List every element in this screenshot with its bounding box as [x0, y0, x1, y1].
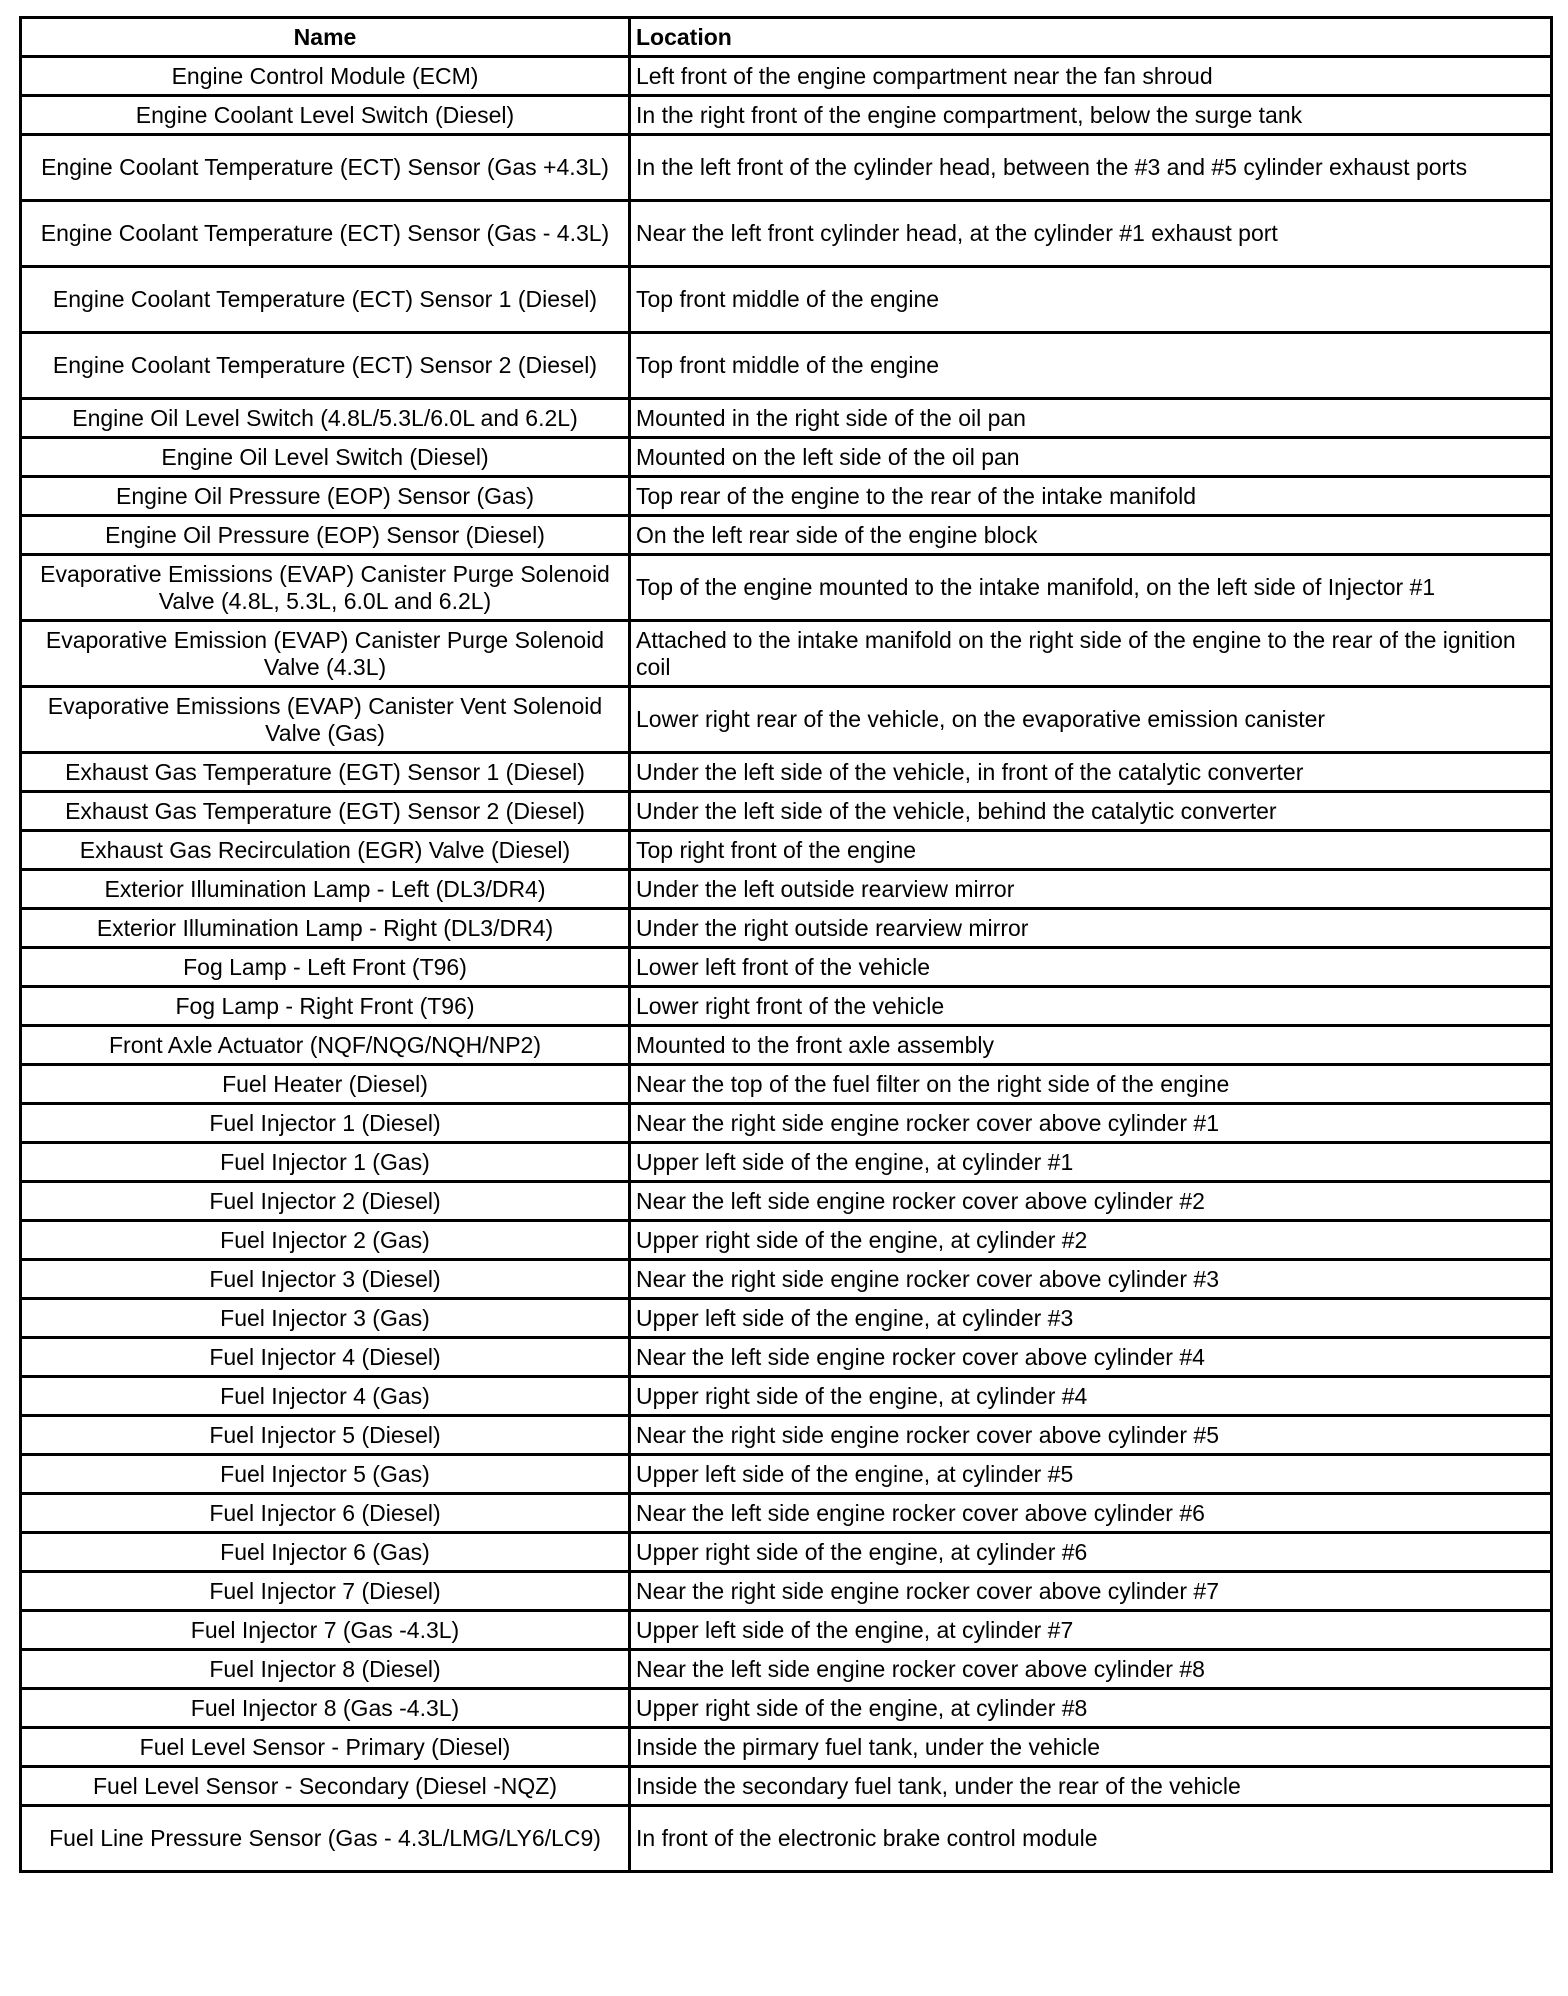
component-location-cell: Upper right side of the engine, at cylinder #2 [630, 1221, 1552, 1260]
component-name-cell: Fuel Injector 2 (Gas) [21, 1221, 630, 1260]
component-name-cell: Evaporative Emission (EVAP) Canister Purge Solenoid Valve (4.3L) [21, 621, 630, 687]
component-name-cell: Evaporative Emissions (EVAP) Canister Vent Solenoid Valve (Gas) [21, 687, 630, 753]
component-name-cell: Fuel Injector 3 (Diesel) [21, 1260, 630, 1299]
table-row [21, 1143, 1552, 1182]
component-location-cell: Top front middle of the engine [630, 333, 1552, 399]
component-location-table [19, 16, 1553, 1873]
component-location-cell: Mounted on the left side of the oil pan [630, 438, 1552, 477]
component-name-cell: Exterior Illumination Lamp - Left (DL3/DR4) [21, 870, 630, 909]
table-row [21, 1611, 1552, 1650]
table-row [21, 57, 1552, 96]
component-location-cell: Lower right front of the vehicle [630, 987, 1552, 1026]
component-name-cell: Engine Coolant Temperature (ECT) Sensor (Gas +4.3L) [21, 135, 630, 201]
component-location-cell: Near the left side engine rocker cover above cylinder #4 [630, 1338, 1552, 1377]
component-name-cell: Fog Lamp - Left Front (T96) [21, 948, 630, 987]
component-name-cell: Fuel Injector 7 (Diesel) [21, 1572, 630, 1611]
component-location-cell: Upper left side of the engine, at cylinder #3 [630, 1299, 1552, 1338]
table-row [21, 909, 1552, 948]
table-row [21, 753, 1552, 792]
component-location-cell: Left front of the engine compartment near the fan shroud [630, 57, 1552, 96]
table-row [21, 870, 1552, 909]
table-row [21, 948, 1552, 987]
component-location-cell: Near the left side engine rocker cover above cylinder #8 [630, 1650, 1552, 1689]
component-location-cell: Mounted in the right side of the oil pan [630, 399, 1552, 438]
component-location-cell: Near the right side engine rocker cover above cylinder #7 [630, 1572, 1552, 1611]
component-location-cell: Upper right side of the engine, at cylinder #8 [630, 1689, 1552, 1728]
component-location-cell: Top rear of the engine to the rear of the intake manifold [630, 477, 1552, 516]
table-row [21, 555, 1552, 621]
column-header-name: Name [21, 18, 630, 57]
table-row [21, 516, 1552, 555]
component-location-cell: Near the right side engine rocker cover above cylinder #3 [630, 1260, 1552, 1299]
component-name-cell: Fuel Injector 5 (Diesel) [21, 1416, 630, 1455]
component-location-cell: Under the left side of the vehicle, in front of the catalytic converter [630, 753, 1552, 792]
component-location-cell: Under the left side of the vehicle, behind the catalytic converter [630, 792, 1552, 831]
component-name-cell: Fuel Injector 7 (Gas -4.3L) [21, 1611, 630, 1650]
table-row [21, 267, 1552, 333]
table-row [21, 1260, 1552, 1299]
component-name-cell: Engine Coolant Temperature (ECT) Sensor (Gas - 4.3L) [21, 201, 630, 267]
component-name-cell: Engine Oil Pressure (EOP) Sensor (Diesel) [21, 516, 630, 555]
component-location-cell: In front of the electronic brake control module [630, 1806, 1552, 1872]
table-header-row [21, 18, 1552, 57]
component-location-cell: Mounted to the front axle assembly [630, 1026, 1552, 1065]
component-location-cell: Top front middle of the engine [630, 267, 1552, 333]
component-location-cell: Upper right side of the engine, at cylinder #4 [630, 1377, 1552, 1416]
table-row [21, 135, 1552, 201]
component-location-cell: Near the top of the fuel filter on the right side of the engine [630, 1065, 1552, 1104]
component-location-cell: Inside the secondary fuel tank, under the rear of the vehicle [630, 1767, 1552, 1806]
component-name-cell: Fuel Injector 4 (Diesel) [21, 1338, 630, 1377]
table-row [21, 1299, 1552, 1338]
table-row [21, 1377, 1552, 1416]
component-location-cell: Near the right side engine rocker cover above cylinder #1 [630, 1104, 1552, 1143]
table-row [21, 1338, 1552, 1377]
component-location-cell: Under the right outside rearview mirror [630, 909, 1552, 948]
table-row [21, 1065, 1552, 1104]
table-row [21, 1494, 1552, 1533]
component-name-cell: Engine Oil Level Switch (4.8L/5.3L/6.0L and 6.2L) [21, 399, 630, 438]
table-row [21, 1416, 1552, 1455]
component-name-cell: Engine Oil Level Switch (Diesel) [21, 438, 630, 477]
table-row [21, 1767, 1552, 1806]
component-name-cell: Fuel Injector 5 (Gas) [21, 1455, 630, 1494]
component-location-cell: Upper left side of the engine, at cylinder #5 [630, 1455, 1552, 1494]
component-name-cell: Fuel Injector 1 (Diesel) [21, 1104, 630, 1143]
component-location-cell: Near the left side engine rocker cover above cylinder #2 [630, 1182, 1552, 1221]
table-row [21, 1650, 1552, 1689]
table-row [21, 1572, 1552, 1611]
component-location-cell: Near the left side engine rocker cover above cylinder #6 [630, 1494, 1552, 1533]
table-row [21, 1104, 1552, 1143]
component-location-cell: Attached to the intake manifold on the right side of the engine to the rear of the ignition coil [630, 621, 1552, 687]
table-row [21, 201, 1552, 267]
component-name-cell: Fuel Line Pressure Sensor (Gas - 4.3L/LMG/LY6/LC9) [21, 1806, 630, 1872]
table-row [21, 1221, 1552, 1260]
component-location-cell: Upper left side of the engine, at cylinder #7 [630, 1611, 1552, 1650]
component-name-cell: Engine Coolant Temperature (ECT) Sensor 2 (Diesel) [21, 333, 630, 399]
component-location-cell: Lower left front of the vehicle [630, 948, 1552, 987]
component-location-cell: On the left rear side of the engine block [630, 516, 1552, 555]
table-row [21, 1026, 1552, 1065]
component-location-sheet [19, 16, 1550, 1873]
table-row [21, 1455, 1552, 1494]
component-location-cell: Upper left side of the engine, at cylinder #1 [630, 1143, 1552, 1182]
table-row [21, 438, 1552, 477]
component-name-cell: Fuel Injector 6 (Gas) [21, 1533, 630, 1572]
component-name-cell: Engine Coolant Level Switch (Diesel) [21, 96, 630, 135]
table-row [21, 987, 1552, 1026]
table-row [21, 96, 1552, 135]
table-row [21, 687, 1552, 753]
table-row [21, 1182, 1552, 1221]
component-name-cell: Fuel Injector 4 (Gas) [21, 1377, 630, 1416]
component-name-cell: Fuel Heater (Diesel) [21, 1065, 630, 1104]
component-name-cell: Exhaust Gas Temperature (EGT) Sensor 2 (Diesel) [21, 792, 630, 831]
component-name-cell: Evaporative Emissions (EVAP) Canister Purge Solenoid Valve (4.8L, 5.3L, 6.0L and 6.2L) [21, 555, 630, 621]
component-location-cell: Near the right side engine rocker cover above cylinder #5 [630, 1416, 1552, 1455]
component-name-cell: Fuel Level Sensor - Secondary (Diesel -NQZ) [21, 1767, 630, 1806]
component-name-cell: Fuel Injector 8 (Gas -4.3L) [21, 1689, 630, 1728]
component-location-cell: Upper right side of the engine, at cylinder #6 [630, 1533, 1552, 1572]
table-row [21, 1728, 1552, 1767]
component-name-cell: Exterior Illumination Lamp - Right (DL3/DR4) [21, 909, 630, 948]
component-location-cell: Top right front of the engine [630, 831, 1552, 870]
component-name-cell: Fog Lamp - Right Front (T96) [21, 987, 630, 1026]
component-name-cell: Fuel Injector 3 (Gas) [21, 1299, 630, 1338]
table-row [21, 399, 1552, 438]
component-name-cell: Engine Oil Pressure (EOP) Sensor (Gas) [21, 477, 630, 516]
component-name-cell: Engine Control Module (ECM) [21, 57, 630, 96]
component-name-cell: Fuel Injector 1 (Gas) [21, 1143, 630, 1182]
column-header-location: Location [630, 18, 1552, 57]
component-name-cell: Fuel Injector 8 (Diesel) [21, 1650, 630, 1689]
table-row [21, 333, 1552, 399]
table-row [21, 477, 1552, 516]
component-name-cell: Fuel Level Sensor - Primary (Diesel) [21, 1728, 630, 1767]
table-row [21, 1806, 1552, 1872]
component-location-cell: In the right front of the engine compartment, below the surge tank [630, 96, 1552, 135]
component-name-cell: Fuel Injector 2 (Diesel) [21, 1182, 630, 1221]
component-name-cell: Fuel Injector 6 (Diesel) [21, 1494, 630, 1533]
component-name-cell: Front Axle Actuator (NQF/NQG/NQH/NP2) [21, 1026, 630, 1065]
component-location-cell: In the left front of the cylinder head, between the #3 and #5 cylinder exhaust ports [630, 135, 1552, 201]
component-location-cell: Near the left front cylinder head, at the cylinder #1 exhaust port [630, 201, 1552, 267]
table-row [21, 621, 1552, 687]
component-location-cell: Under the left outside rearview mirror [630, 870, 1552, 909]
component-location-cell: Lower right rear of the vehicle, on the evaporative emission canister [630, 687, 1552, 753]
table-row [21, 831, 1552, 870]
table-row [21, 1689, 1552, 1728]
table-body [21, 57, 1552, 1872]
component-location-cell: Inside the pirmary fuel tank, under the vehicle [630, 1728, 1552, 1767]
table-row [21, 792, 1552, 831]
component-name-cell: Engine Coolant Temperature (ECT) Sensor 1 (Diesel) [21, 267, 630, 333]
component-name-cell: Exhaust Gas Recirculation (EGR) Valve (Diesel) [21, 831, 630, 870]
table-row [21, 1533, 1552, 1572]
component-location-cell: Top of the engine mounted to the intake manifold, on the left side of Injector #1 [630, 555, 1552, 621]
component-name-cell: Exhaust Gas Temperature (EGT) Sensor 1 (Diesel) [21, 753, 630, 792]
